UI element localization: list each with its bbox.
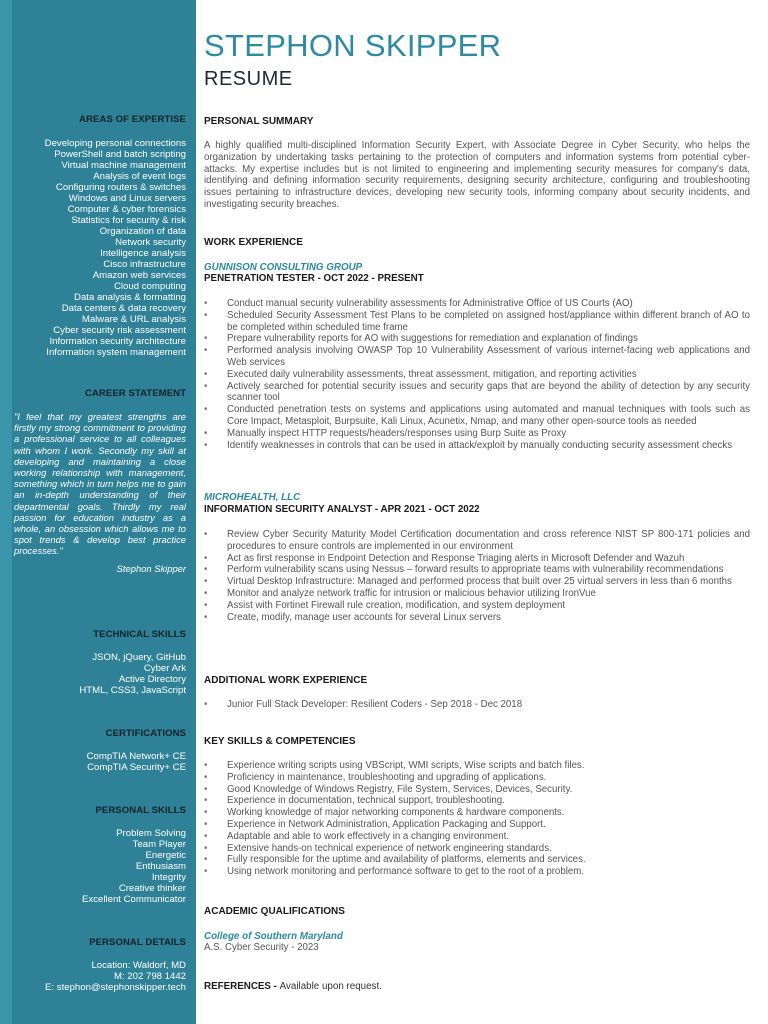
personal-skills-heading: PERSONAL SKILLS [95, 805, 186, 816]
career-statement-text: "I feel that my greatest strengths are firstly my strong commitment to providing a professional service to all colleagues with whom I work. Secondly my skill at developing and maintaining a close working relationship with management, something which in turn helps me to gain an in-depth understanding of their departmental goals. Thirdly my real passion for education industry as a whole, an obsession which allows me to spot trends & develop best practice processes." [14, 411, 186, 557]
expertise-item: Cloud computing [114, 281, 186, 292]
job-bullet: • Conducted penetration tests on systems and applications using automated and manual techniques with tools such as Core Impact, Metasploit, Burpsuite, Kali Linux, Acunetix, Nmap, and many other open-source tools as needed [204, 404, 750, 428]
job-bullet: • Create, modify, manage user accounts for several Linux servers [204, 612, 750, 624]
references-line [204, 981, 382, 992]
job-bullets [204, 529, 750, 623]
job-role: PENETRATION TESTER - OCT 2022 - PRESENT [204, 273, 424, 284]
technical-skills-heading: TECHNICAL SKILLS [93, 629, 186, 640]
key-skill-item: • Proficiency in maintenance, troubleshooting and upgrading of applications. [204, 772, 750, 784]
expertise-item: Organization of data [99, 226, 186, 237]
additional-work-item: • Junior Full Stack Developer: Resilient Coders - Sep 2018 - Dec 2018 [204, 699, 750, 711]
work-experience-heading: WORK EXPERIENCE [204, 237, 303, 248]
expertise-item: Windows and Linux servers [68, 193, 186, 204]
career-statement-section [14, 388, 186, 574]
personal-detail-item: M: 202 798 1442 [113, 971, 186, 982]
expertise-item: Developing personal connections [44, 138, 186, 149]
personal-skill-item: Energetic [145, 850, 186, 861]
certifications-section [14, 728, 186, 773]
job-company: MICROHEALTH, LLC [204, 492, 301, 503]
personal-skill-item: Creative thinker [118, 883, 186, 894]
technical-skills-list [14, 652, 186, 696]
resume-subtitle: RESUME [204, 68, 293, 90]
personal-skills-section [14, 805, 186, 905]
expertise-item: Cisco infrastructure [103, 259, 186, 270]
certification-item: CompTIA Security+ CE [87, 762, 186, 773]
job-bullet: • Actively searched for potential security issues and security gaps that are beyond the ability of detection by any security scanner tool [204, 381, 750, 405]
job-bullet: • Performed analysis involving OWASP Top 10 Vulnerability Assessment of various internet-facing web applications and Web services [204, 345, 750, 369]
expertise-item: Cyber security risk assessment [53, 325, 186, 336]
personal-skill-item: Problem Solving [116, 828, 186, 839]
degree-text: A.S. Cyber Security - 2023 [204, 942, 319, 953]
key-skill-item: • Working knowledge of major networking components & hardware components. [204, 807, 750, 819]
expertise-item: Data analysis & formatting [74, 292, 186, 303]
personal-detail-item: E: stephon@stephonskipper.tech [45, 982, 186, 993]
key-skill-item: • Using network monitoring and performance software to get to the root of a problem. [204, 866, 750, 878]
key-skill-item: • Experience in documentation, technical support, troubleshooting. [204, 795, 750, 807]
areas-of-expertise-section [14, 114, 186, 358]
job-bullet: • Review Cyber Security Maturity Model Certification documentation and cross reference NIST SP 800-171 policies and procedures to ensure controls are implemented in our environment [204, 529, 750, 553]
technical-skills-section [14, 629, 186, 696]
job-bullet: • Assist with Fortinet Firewall rule creation, modification, and system deployment [204, 600, 750, 612]
key-skill-item: • Adaptable and able to work effectively in a changing environment. [204, 831, 750, 843]
career-statement-signature: Stephon Skipper [116, 562, 186, 574]
references-text: Available upon request. [279, 981, 382, 992]
personal-skill-item: Excellent Communicator [82, 894, 186, 905]
technical-skill-item: JSON, jQuery, GitHub [92, 652, 186, 663]
sidebar [0, 0, 196, 1024]
expertise-item: Intelligence analysis [100, 248, 186, 259]
expertise-item: Information system management [46, 347, 186, 358]
personal-skill-item: Integrity [151, 872, 186, 883]
expertise-item: Malware & URL analysis [81, 314, 186, 325]
expertise-item: Configuring routers & switches [55, 182, 186, 193]
personal-details-section [14, 937, 186, 993]
key-skill-item: • Fully responsible for the uptime and availability of platforms, elements and services. [204, 854, 750, 866]
certification-item: CompTIA Network+ CE [86, 751, 186, 762]
personal-skill-item: Team Player [132, 839, 186, 850]
personal-skills-list [14, 828, 186, 905]
technical-skill-item: Cyber Ark [143, 663, 186, 674]
additional-work-heading: ADDITIONAL WORK EXPERIENCE [204, 675, 368, 686]
expertise-item: Data centers & data recovery [61, 303, 186, 314]
job-role: INFORMATION SECURITY ANALYST - APR 2021 - OCT 2022 [204, 504, 480, 515]
technical-skill-item: Active Directory [118, 674, 186, 685]
job-bullet: • Conduct manual security vulnerability assessments for Administrative Office of US Courts (AO) [204, 298, 750, 310]
key-skills-heading: KEY SKILLS & COMPETENCIES [204, 736, 356, 747]
personal-summary-text: A highly qualified multi-disciplined Information Security Expert, with Associate Degree in Cyber Security, who helps the organization by undertaking tasks pertaining to the protection of computers and information systems from potential cyber-attacks. My expertise includes but is not limited to engineering and implementing security measures for company's data, identifying and defining information security requirements, designing security architecture, configuring and troubleshooting issues pertaining to infrastructure devices, developing new security tools, informing company about security incidents, and investigating security breaches. [204, 140, 750, 210]
certifications-heading: CERTIFICATIONS [105, 728, 186, 739]
expertise-list [14, 138, 186, 358]
expertise-item: Network security [115, 237, 186, 248]
expertise-item: Information security architecture [49, 336, 186, 347]
personal-summary-heading: PERSONAL SUMMARY [204, 116, 314, 127]
job-bullet: • Identify weaknesses in controls that can be used in attack/exploit by manually conducting security assessment checks [204, 440, 750, 452]
expertise-item: Amazon web services [92, 270, 186, 281]
expertise-item: Statistics for security & risk [71, 215, 186, 226]
school-name: College of Southern Maryland [204, 931, 343, 942]
job-bullet: • Monitor and analyze network traffic for intrusion or malicious behavior utilizing IronVue [204, 588, 750, 600]
job-bullet: • Prepare vulnerability reports for AO with suggestions for remediation and explanation of findings [204, 333, 750, 345]
job-bullets [204, 298, 750, 451]
areas-of-expertise-heading: AREAS OF EXPERTISE [79, 114, 186, 125]
resume-name: STEPHON SKIPPER [204, 28, 502, 63]
personal-details-heading: PERSONAL DETAILS [89, 937, 186, 948]
expertise-item: Analysis of event logs [93, 171, 186, 182]
references-label: REFERENCES - [204, 981, 280, 992]
job-bullet: • Scheduled Security Assessment Test Plans to be completed on assigned host/appliance within different branch of AO to be completed within scheduled time frame [204, 310, 750, 334]
sidebar-accent-strip [0, 0, 12, 1024]
expertise-item: PowerShell and batch scripting [54, 149, 186, 160]
key-skill-item: • Experience writing scripts using VBScript, WMI scripts, Wise scripts and batch files. [204, 760, 750, 772]
personal-details-list [14, 960, 186, 993]
job-company: GUNNISON CONSULTING GROUP [204, 262, 363, 273]
career-statement-heading: CAREER STATEMENT [85, 388, 186, 399]
key-skills-list [204, 760, 750, 878]
key-skill-item: • Experience in Network Administration, Application Packaging and Support. [204, 819, 750, 831]
key-skill-item: • Extensive hands-on technical experience of network engineering standards. [204, 843, 750, 855]
personal-skill-item: Enthusiasm [135, 861, 186, 872]
expertise-item: Virtual machine management [61, 160, 186, 171]
personal-detail-item: Location: Waldorf, MD [91, 960, 186, 971]
academic-heading: ACADEMIC QUALIFICATIONS [204, 906, 345, 917]
job-bullet: • Act as first response in Endpoint Detection and Response Triaging alerts in Microsoft Defender and Wazuh [204, 553, 750, 565]
job-bullet: • Perform vulnerability scans using Nessus – forward results to appropriate teams with vulnerability recommendations [204, 564, 750, 576]
job-bullet: • Executed daily vulnerability assessments, threat assessment, mitigation, and reporting activities [204, 369, 750, 381]
job-bullet: • Manually inspect HTTP requests/headers/responses using Burp Suite as Proxy [204, 428, 750, 440]
key-skill-item: • Good Knowledge of Windows Registry, File System, Services, Devices, Security. [204, 784, 750, 796]
job-bullet: • Virtual Desktop Infrastructure: Managed and performed process that built over 25 virtual servers in less than 6 months [204, 576, 750, 588]
technical-skill-item: HTML, CSS3, JavaScript [79, 685, 186, 696]
expertise-item: Computer & cyber forensics [67, 204, 186, 215]
additional-work-list [204, 699, 750, 711]
certifications-list [14, 751, 186, 773]
